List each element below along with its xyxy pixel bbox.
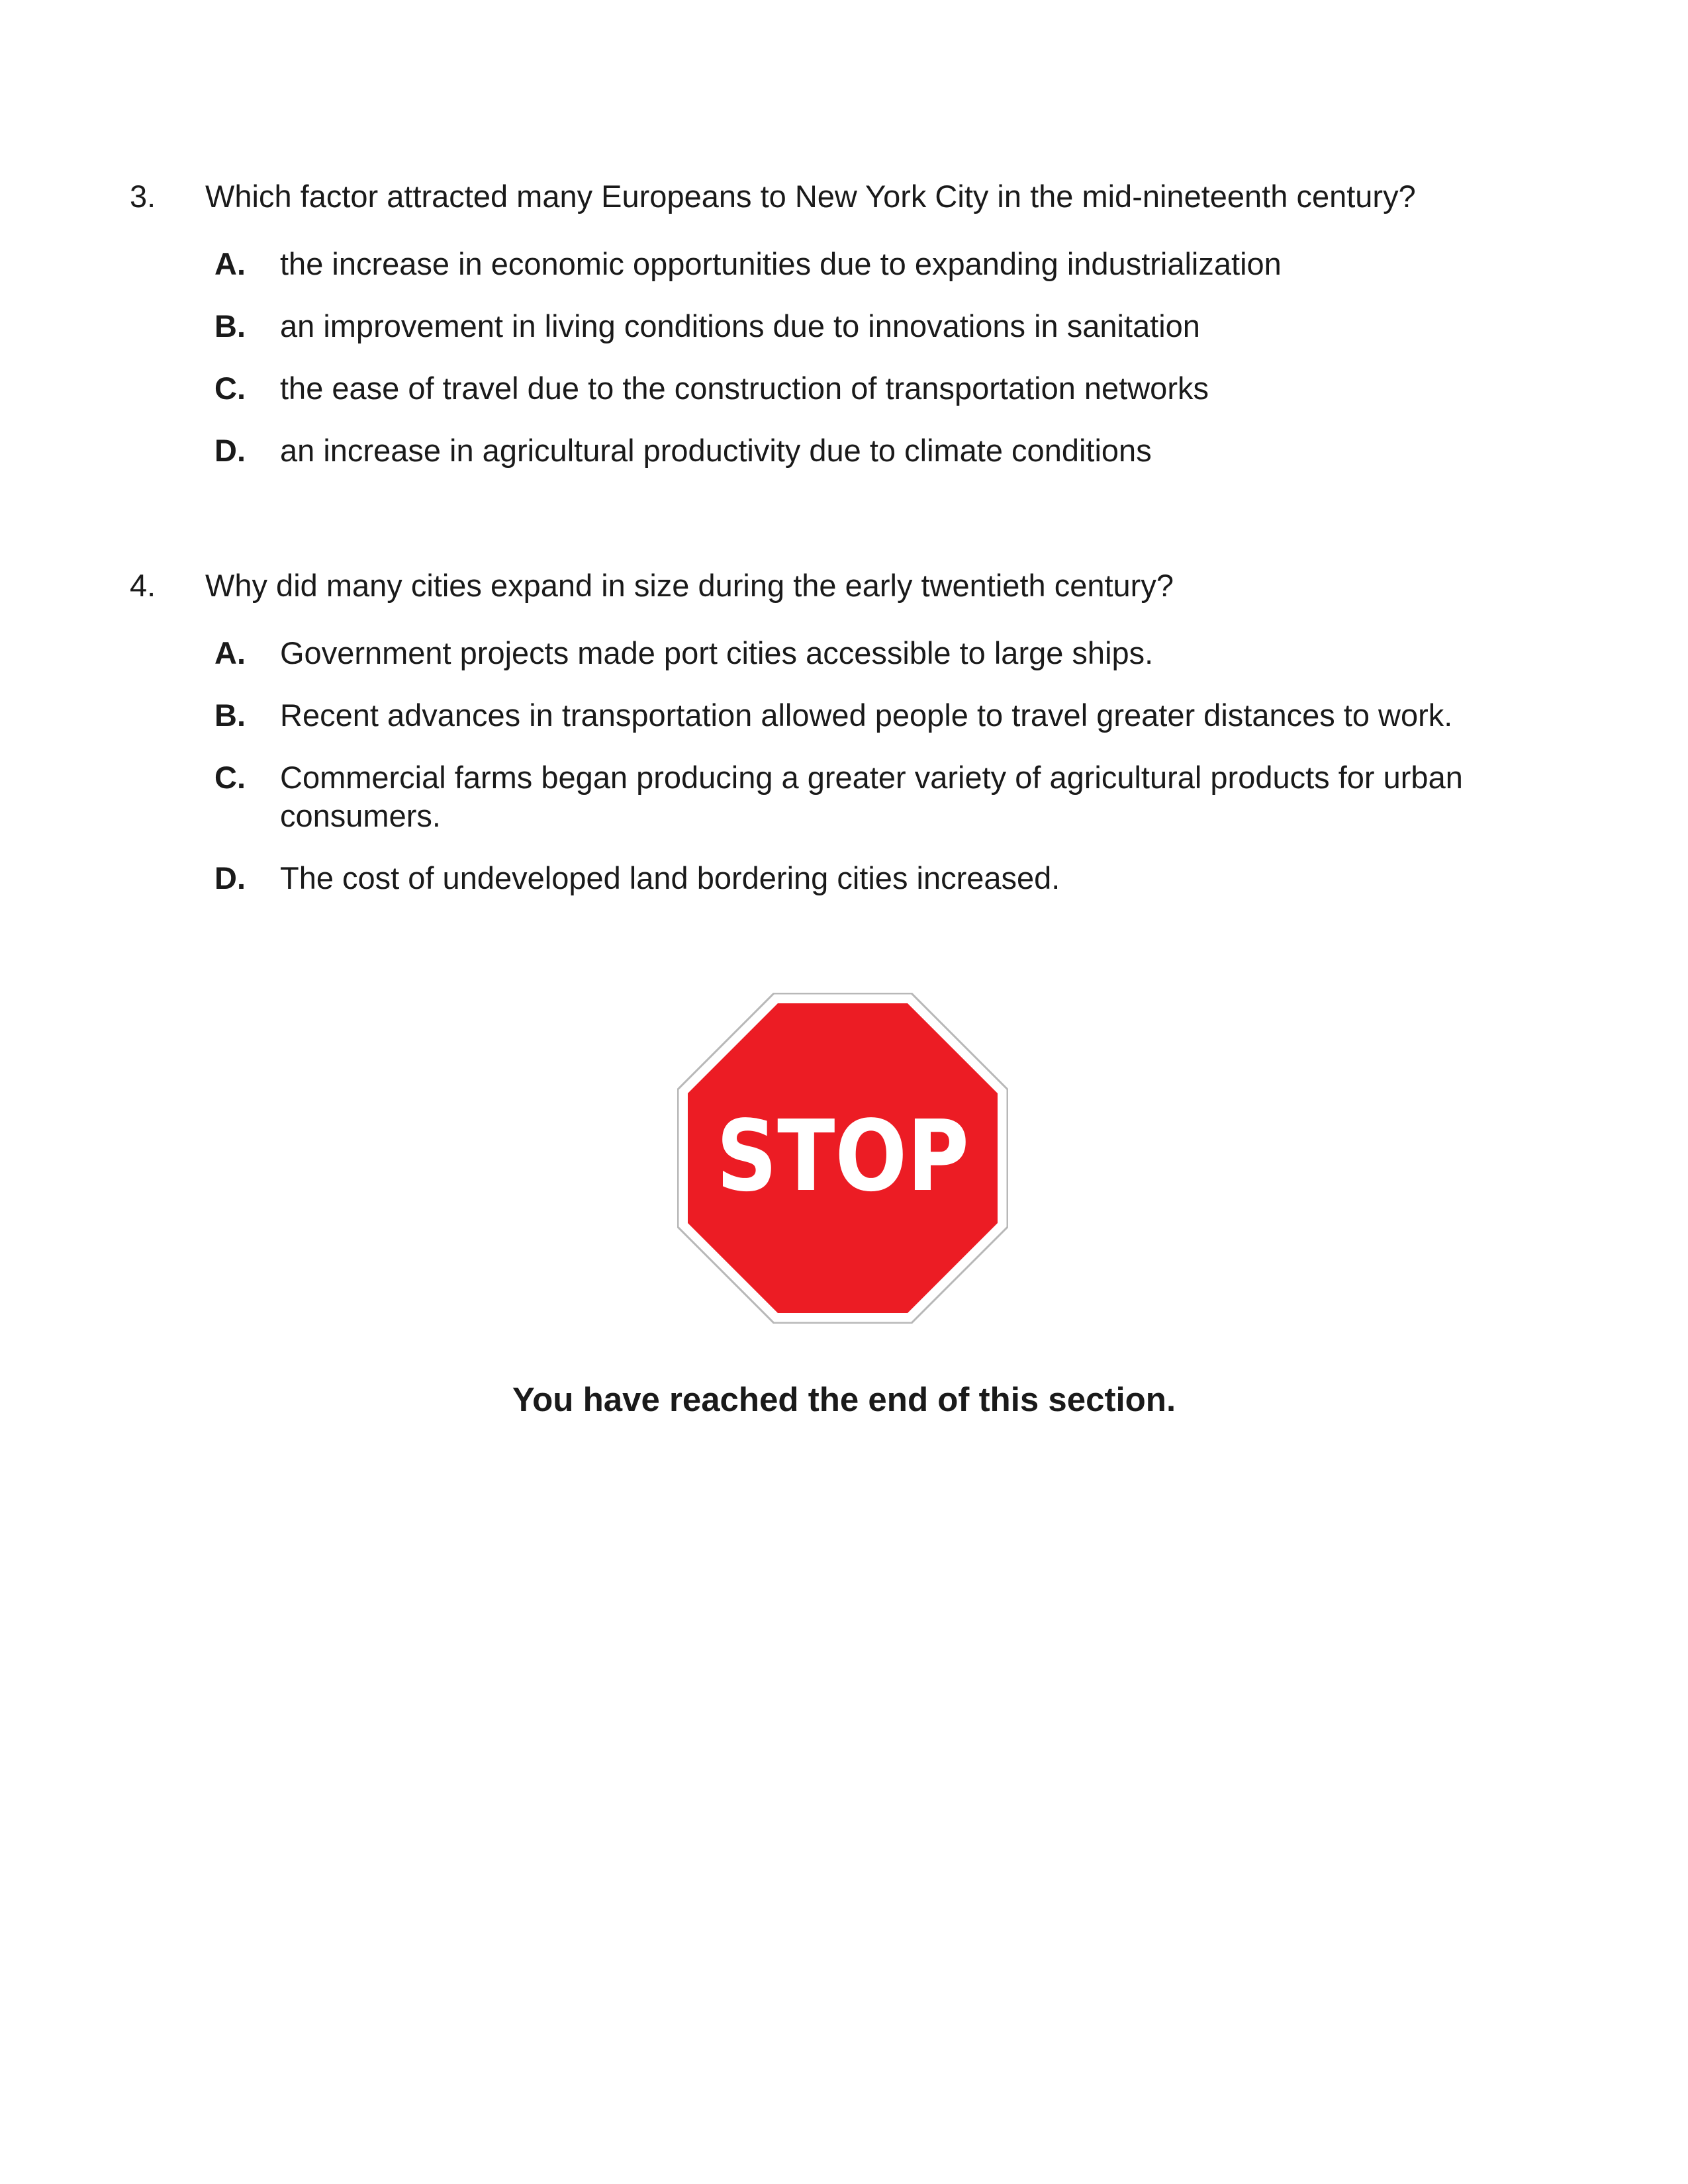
choice-letter: D. <box>214 433 246 468</box>
choice-letter: D. <box>214 860 246 895</box>
choice-letter: A. <box>214 635 246 670</box>
choice-b[interactable] <box>214 696 1493 735</box>
end-of-section-note: You have reached the end of this section. <box>512 1381 1176 1418</box>
question-4 <box>130 567 1493 921</box>
choice-text: an increase in agricultural productivity due to climate conditions <box>280 433 1152 468</box>
choice-a[interactable] <box>214 634 1493 672</box>
choice-letter: C. <box>214 371 246 406</box>
choice-text: an improvement in living conditions due to innovations in sanitation <box>280 308 1200 343</box>
choice-letter: C. <box>214 760 246 795</box>
choice-text: Government projects made port cities accessible to large ships. <box>280 635 1154 670</box>
choice-a[interactable] <box>214 245 1493 283</box>
stop-sign-icon <box>677 993 1008 1324</box>
stop-sign-label: STOP <box>716 1099 969 1213</box>
choice-letter: B. <box>214 698 246 733</box>
choice-c[interactable] <box>214 758 1493 835</box>
choice-text: Recent advances in transportation allowed people to travel greater distances to work. <box>280 698 1453 733</box>
choice-text: the increase in economic opportunities due to expanding industrialization <box>280 246 1282 281</box>
stop-sign-graphic <box>677 993 1008 1324</box>
question-stem <box>130 177 1493 216</box>
choice-letter: B. <box>214 308 246 343</box>
question-text: Which factor attracted many Europeans to New York City in the mid-nineteenth century? <box>205 179 1416 214</box>
choice-text: the ease of travel due to the construction of transportation networks <box>280 371 1209 406</box>
question-3 <box>130 177 1493 494</box>
question-stem <box>130 567 1493 605</box>
answer-choices <box>214 634 1493 897</box>
choice-b[interactable] <box>214 307 1493 345</box>
choice-text: The cost of undeveloped land bordering cities increased. <box>280 860 1060 895</box>
question-number: 4. <box>130 568 156 603</box>
question-text: Why did many cities expand in size during the early twentieth century? <box>205 568 1174 603</box>
choice-d[interactable] <box>214 432 1493 470</box>
choice-c[interactable] <box>214 369 1493 408</box>
choice-text: Commercial farms began producing a greater variety of agricultural products for urban consumers. <box>280 760 1463 833</box>
question-number: 3. <box>130 179 156 214</box>
choice-letter: A. <box>214 246 246 281</box>
choice-d[interactable] <box>214 859 1493 897</box>
answer-choices <box>214 245 1493 470</box>
